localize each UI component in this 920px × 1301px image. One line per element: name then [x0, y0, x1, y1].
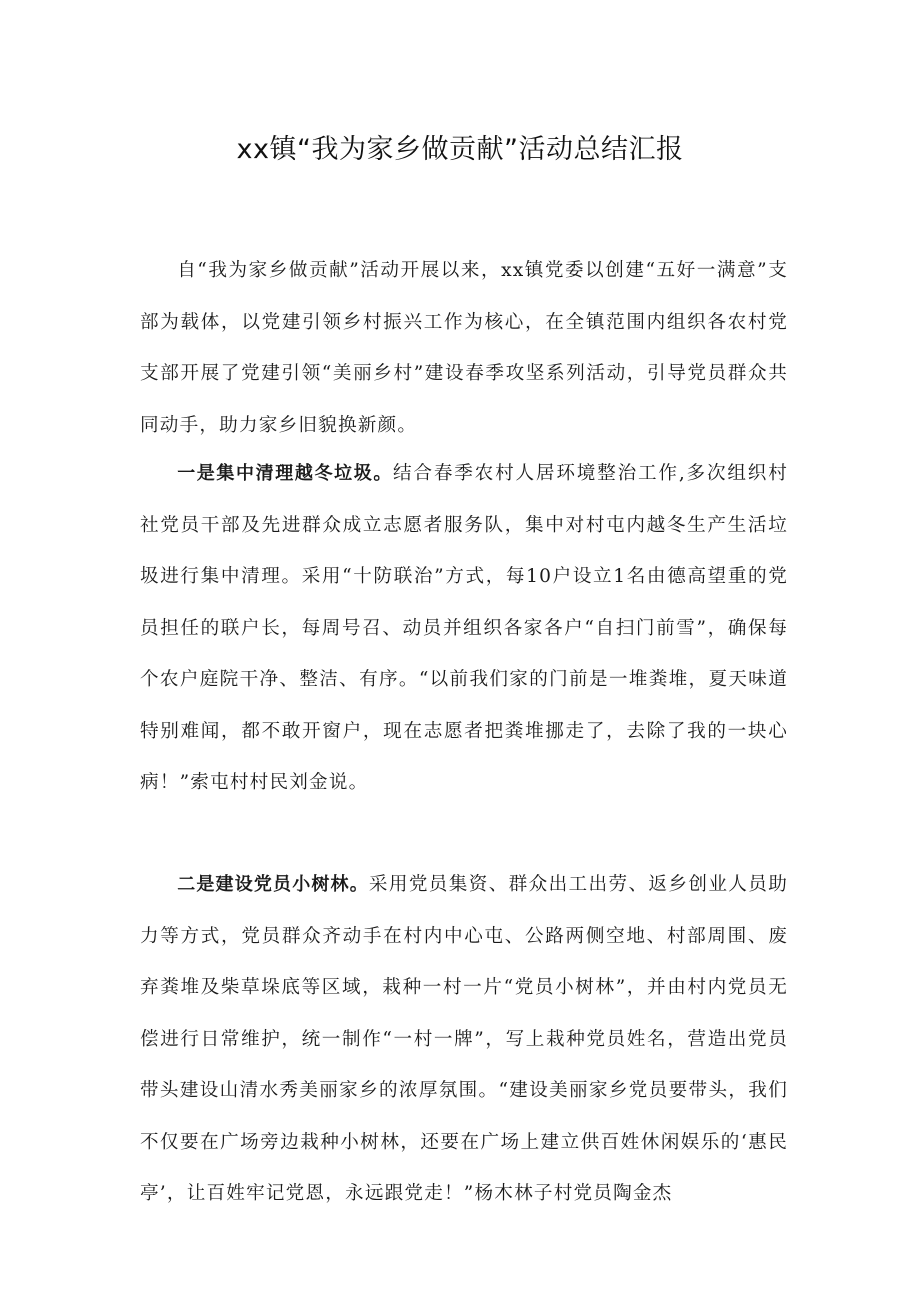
document-title: xx镇“我为家乡做贡献”活动总结汇报: [236, 134, 684, 165]
section-one-paragraph: [140, 448, 788, 809]
intro-paragraph: [140, 245, 788, 451]
section-one-text: 结合春季农村人居环境整治工作,多次组织村社党员干部及先进群众成立志愿者服务队，集中对村屯内越冬生产生活垃圾进行集中清理。采用“十防联治”方式，每10户设立1名由德高望重的党员担任的联户长，每周号召、动员并组织各家各户“自扫门前雪”，确保每个农户庭院干净、整洁、有序。“以前我们家的门前是一堆粪堆，夏天味道特别难闻，都不敢开窗户，现在志愿者把粪堆挪走了，去除了我的一块心病！”索屯村村民刘金说。: [140, 463, 788, 793]
section-one-heading: 一是集中清理越冬垃圾。: [177, 463, 394, 484]
section-two-heading: 二是建设党员小树林。: [177, 874, 369, 895]
section-two-text: 采用党员集资、群众出工出劳、返乡创业人员助力等方式，党员群众齐动手在村内中心屯、公路两侧空地、村部周围、废弃粪堆及柴草垛底等区域，栽种一村一片“党员小树林”，并由村内党员无偿进行日常维护，统一制作“一村一牌”，写上栽种党员姓名，营造出党员带头建设山清水秀美丽家乡的浓厚氛围。“建设美丽家乡党员要带头，我们不仅要在广场旁边栽种小树林，还要在广场上建立供百姓休闲娱乐的‘惠民亭’，让百姓牢记党恩，永远跟党走！”杨木林子村党员陶金杰: [140, 874, 789, 1204]
section-two-paragraph: [140, 859, 788, 1220]
intro-paragraph-text: 自“我为家乡做贡献”活动开展以来，xx镇党委以创建“五好一满意”支部为载体，以党建引领乡村振兴工作为核心，在全镇范围内组织各农村党支部开展了党建引领“美丽乡村”建设春季攻坚系列活动，引导党员群众共同动手，助力家乡旧貌换新颜。: [140, 260, 788, 436]
